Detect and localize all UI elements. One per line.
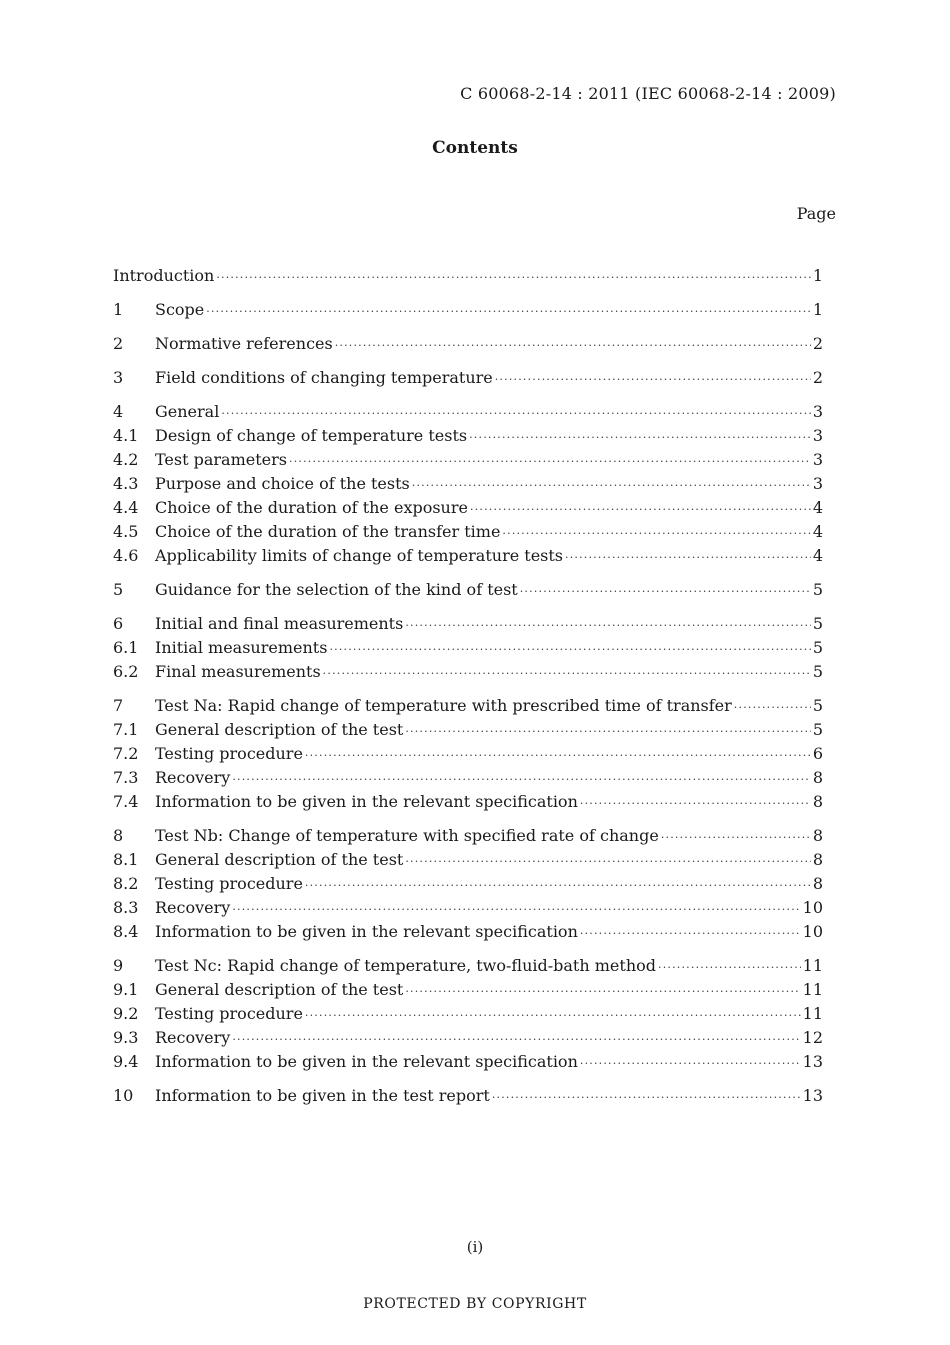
table-of-contents [113, 264, 823, 1108]
toc-entry-page: 4 [812, 498, 823, 517]
toc-entry-page: 3 [812, 450, 823, 469]
toc-entry-number: 3 [113, 368, 124, 387]
toc-entry[interactable] [113, 790, 823, 814]
dot-leader [405, 614, 810, 638]
dot-leader [658, 956, 801, 980]
dot-leader [580, 922, 801, 946]
toc-entry-page: 5 [812, 580, 823, 599]
toc-entry-number: 4.4 [113, 498, 139, 517]
toc-entry-number: 8.2 [113, 874, 139, 893]
toc-entry-number: 9 [113, 956, 124, 975]
toc-entry-title: Test parameters [155, 450, 287, 469]
toc-entry[interactable] [113, 824, 823, 848]
dot-leader [502, 522, 810, 546]
toc-entry[interactable] [113, 1026, 823, 1050]
toc-entry-page: 4 [812, 522, 823, 541]
toc-entry-page: 8 [812, 874, 823, 893]
toc-entry-title: Recovery [155, 768, 231, 787]
toc-entry[interactable] [113, 766, 823, 790]
toc-entry-number: 4 [113, 402, 124, 421]
dot-leader [734, 696, 811, 720]
toc-entry-page: 11 [802, 956, 823, 975]
toc-entry-title: General [155, 402, 220, 421]
toc-entry-title: Design of change of temperature tests [155, 426, 468, 445]
dot-leader [470, 498, 811, 522]
toc-entry-number: 7.2 [113, 744, 139, 763]
toc-entry[interactable] [113, 472, 823, 496]
dot-leader [335, 334, 811, 358]
toc-entry-title: Guidance for the selection of the kind of test [155, 580, 518, 599]
toc-entry-page: 5 [812, 696, 823, 715]
toc-entry[interactable] [113, 954, 823, 978]
dot-leader [221, 402, 810, 426]
toc-entry-page: 8 [812, 768, 823, 787]
toc-entry-page: 12 [802, 1028, 823, 1047]
page-title: Contents [432, 138, 518, 158]
dot-leader [305, 744, 811, 768]
toc-entry[interactable] [113, 694, 823, 718]
toc-entry-page: 4 [812, 546, 823, 565]
toc-entry[interactable] [113, 544, 823, 568]
toc-entry[interactable] [113, 848, 823, 872]
dot-leader [565, 546, 811, 570]
toc-entry-title: Initial and final measurements [155, 614, 404, 633]
toc-entry-number: 8 [113, 826, 124, 845]
dot-leader [323, 662, 811, 686]
toc-entry-number: 4.3 [113, 474, 139, 493]
toc-entry-page: 5 [812, 662, 823, 681]
toc-entry-page: 11 [802, 1004, 823, 1023]
toc-entry-page: 13 [802, 1052, 823, 1071]
toc-entry[interactable] [113, 1050, 823, 1074]
toc-entry-page: 2 [812, 368, 823, 387]
dot-leader [305, 1004, 801, 1028]
toc-entry-page: 8 [812, 850, 823, 869]
toc-entry-title: Final measurements [155, 662, 321, 681]
toc-entry-number: 4.5 [113, 522, 139, 541]
toc-entry-number: 7 [113, 696, 124, 715]
toc-entry-number: 10 [113, 1086, 134, 1105]
toc-entry-page: 10 [802, 898, 823, 917]
toc-entry-title: Testing procedure [155, 744, 303, 763]
toc-entry-title: General description of the test [155, 850, 404, 869]
toc-entry-number: 2 [113, 334, 124, 353]
toc-entry-title: Introduction [113, 266, 215, 285]
dot-leader [305, 874, 811, 898]
toc-entry-title: Scope [155, 300, 205, 319]
toc-entry-number: 6.1 [113, 638, 139, 657]
toc-entry-number: 7.1 [113, 720, 139, 739]
toc-entry-page: 3 [812, 402, 823, 421]
toc-entry-title: Test Nb: Change of temperature with specified rate of change [155, 826, 659, 845]
dot-leader [405, 720, 810, 744]
dot-leader [405, 980, 800, 1004]
toc-entry[interactable] [113, 872, 823, 896]
toc-entry-number: 6 [113, 614, 124, 633]
toc-entry[interactable] [113, 742, 823, 766]
toc-entry[interactable] [113, 448, 823, 472]
toc-entry-title: Testing procedure [155, 1004, 303, 1023]
toc-entry-page: 13 [802, 1086, 823, 1105]
dot-leader [216, 266, 810, 290]
toc-entry[interactable] [113, 896, 823, 920]
dot-leader [405, 850, 810, 874]
toc-entry-number: 7.4 [113, 792, 139, 811]
toc-entry[interactable] [113, 1084, 823, 1108]
toc-entry-title: Information to be given in the test report [155, 1086, 490, 1105]
dot-leader [232, 1028, 800, 1052]
toc-entry[interactable] [113, 578, 823, 602]
toc-entry[interactable] [113, 1002, 823, 1026]
toc-entry-number: 5 [113, 580, 124, 599]
toc-entry-title: Field conditions of changing temperature [155, 368, 493, 387]
toc-entry-page: 10 [802, 922, 823, 941]
toc-entry[interactable] [113, 400, 823, 424]
toc-entry-page: 6 [812, 744, 823, 763]
toc-entry-number: 4.6 [113, 546, 139, 565]
toc-entry-page: 8 [812, 792, 823, 811]
dot-leader [232, 898, 800, 922]
toc-entry-page: 1 [812, 300, 823, 319]
toc-entry[interactable] [113, 332, 823, 356]
toc-entry-title: Test Na: Rapid change of temperature with prescribed time of transfer [155, 696, 732, 715]
toc-entry-page: 3 [812, 426, 823, 445]
toc-entry-title: Choice of the duration of the transfer time [155, 522, 501, 541]
dot-leader [206, 300, 811, 324]
toc-entry-number: 9.2 [113, 1004, 139, 1023]
toc-entry-title: General description of the test [155, 720, 404, 739]
toc-entry-title: Information to be given in the relevant specification [155, 1052, 578, 1071]
toc-entry-page: 5 [812, 614, 823, 633]
toc-entry-number: 1 [113, 300, 124, 319]
toc-entry-page: 2 [812, 334, 823, 353]
toc-entry-number: 9.3 [113, 1028, 139, 1047]
dot-leader [329, 638, 810, 662]
toc-entry[interactable] [113, 298, 823, 322]
dot-leader [520, 580, 811, 604]
dot-leader [580, 792, 811, 816]
toc-entry-number: 8.3 [113, 898, 139, 917]
toc-entry-page: 1 [812, 266, 823, 285]
toc-entry-number: 4.1 [113, 426, 139, 445]
toc-entry[interactable] [113, 718, 823, 742]
toc-entry-title: Testing procedure [155, 874, 303, 893]
dot-leader [469, 426, 811, 450]
toc-entry-title: Information to be given in the relevant specification [155, 792, 578, 811]
dot-leader [412, 474, 811, 498]
toc-entry-title: Applicability limits of change of temperature tests [155, 546, 564, 565]
dot-leader [661, 826, 811, 850]
dot-leader [492, 1086, 801, 1110]
toc-entry-number: 6.2 [113, 662, 139, 681]
toc-entry-title: Purpose and choice of the tests [155, 474, 410, 493]
toc-entry[interactable] [113, 424, 823, 448]
dot-leader [232, 768, 811, 792]
toc-entry-number: 7.3 [113, 768, 139, 787]
document-header: C 60068-2-14 : 2011 (IEC 60068-2-14 : 2009) [460, 84, 836, 103]
toc-entry[interactable] [113, 636, 823, 660]
toc-entry[interactable] [113, 264, 823, 288]
page-column-label: Page [796, 204, 836, 223]
toc-entry-title: Information to be given in the relevant specification [155, 922, 578, 941]
toc-entry[interactable] [113, 978, 823, 1002]
toc-entry-title: Test Nc: Rapid change of temperature, two-fluid-bath method [155, 956, 656, 975]
copyright-notice: PROTECTED BY COPYRIGHT [363, 1296, 587, 1312]
dot-leader [289, 450, 811, 474]
toc-entry-page: 5 [812, 720, 823, 739]
toc-entry-number: 9.1 [113, 980, 139, 999]
toc-entry[interactable] [113, 520, 823, 544]
page-number: (i) [466, 1238, 484, 1256]
toc-entry-title: Recovery [155, 1028, 231, 1047]
toc-entry-page: 5 [812, 638, 823, 657]
toc-entry-number: 9.4 [113, 1052, 139, 1071]
toc-entry-number: 8.4 [113, 922, 139, 941]
toc-entry[interactable] [113, 366, 823, 390]
toc-entry-page: 8 [812, 826, 823, 845]
toc-entry[interactable] [113, 660, 823, 684]
toc-entry-page: 3 [812, 474, 823, 493]
toc-entry-title: General description of the test [155, 980, 404, 999]
toc-entry[interactable] [113, 612, 823, 636]
toc-entry-number: 8.1 [113, 850, 139, 869]
toc-entry-title: Recovery [155, 898, 231, 917]
toc-entry[interactable] [113, 496, 823, 520]
dot-leader [580, 1052, 801, 1076]
dot-leader [495, 368, 811, 392]
toc-entry-title: Choice of the duration of the exposure [155, 498, 468, 517]
toc-entry-title: Initial measurements [155, 638, 328, 657]
toc-entry-number: 4.2 [113, 450, 139, 469]
toc-entry-title: Normative references [155, 334, 333, 353]
toc-entry-page: 11 [802, 980, 823, 999]
toc-entry[interactable] [113, 920, 823, 944]
